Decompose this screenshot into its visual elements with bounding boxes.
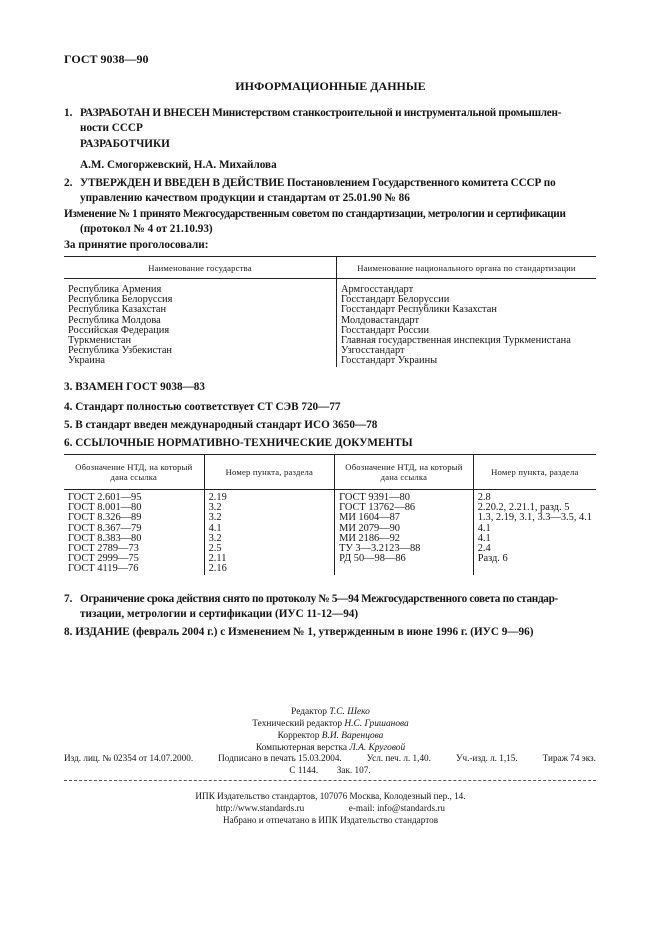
credit-layout-label: Компьютерная верстка [255, 743, 348, 753]
item-7 [64, 592, 604, 622]
license: Изд. лиц. № 02354 от 14.07.2000. [64, 753, 194, 763]
clause-cell: 2.8 [473, 493, 596, 503]
voting-header-state: Наименование государства [64, 257, 337, 279]
references-table [64, 455, 596, 575]
clause-cell: 2.19 [204, 493, 335, 503]
voting-header-body: Наименование национального органа по стандартизации [337, 257, 597, 279]
item-2 [64, 176, 604, 206]
item-1-line2: ности СССР [80, 122, 143, 134]
credit-proof-name: В.И. Варенцова [321, 731, 384, 741]
separator-line [64, 780, 596, 781]
body-cell: Госстандарт Украины [337, 356, 597, 366]
body-cell: Молдовастандарт [337, 316, 597, 326]
state-cell: Туркменистан [68, 335, 132, 347]
order-number: Зак. 107. [336, 765, 371, 775]
clause-cell: 2.5 [204, 544, 335, 554]
footer-contacts [0, 802, 661, 814]
refs-header-ntd-left: Обозначение НТД, на который дана ссылка [64, 455, 204, 490]
ntd-cell: ГОСТ 2999—75 [68, 553, 139, 565]
ntd-cell: ГОСТ 9391—80 [335, 493, 474, 503]
credit-layout-name: Л.А. Круговой [349, 743, 406, 753]
ntd-cell: ГОСТ 2.601—95 [68, 492, 142, 503]
state-cell: Республика Узбекистан [68, 345, 172, 357]
document-code: ГОСТ 9038—90 [64, 52, 149, 66]
order-code: С 1144. [289, 765, 319, 775]
footer-email[interactable]: e-mail: info@standards.ru [348, 803, 446, 813]
item-2-number: 2. [64, 177, 73, 189]
developers-heading: РАЗРАБОТЧИКИ [80, 138, 170, 150]
credits-block [0, 706, 661, 754]
ntd-cell: МИ 2079—90 [335, 524, 474, 534]
ntd-cell: ГОСТ 8.001—80 [68, 502, 142, 514]
credit-editor-name: Т.С. Шеко [329, 707, 370, 717]
ntd-cell [335, 564, 474, 574]
credit-proofreader [0, 730, 661, 742]
table-row [64, 554, 596, 564]
table-row [64, 356, 596, 366]
item-6: 6. ССЫЛОЧНЫЕ НОРМАТИВНО-ТЕХНИЧЕСКИЕ ДОКУМЕНТЫ [64, 437, 413, 449]
ntd-cell: ГОСТ 4119—76 [68, 563, 139, 575]
ntd-cell: ГОСТ 8.383—80 [68, 532, 142, 544]
clause-cell: 1.3, 2.19, 3.1, 3.3—3.5, 4.1 [473, 513, 596, 523]
publisher-sheets: Уч.-изд. л. 1,15. [455, 753, 518, 763]
clause-cell: 2.16 [204, 564, 335, 574]
credit-tech-editor [0, 718, 661, 730]
clause-cell: 4.1 [204, 524, 335, 534]
body-cell: Главная государственная инспекция Туркменистана [337, 336, 597, 346]
body-cell: Госстандарт Белоруссии [337, 295, 597, 305]
footer [0, 790, 661, 826]
body-cell: Госстандарт России [337, 326, 597, 336]
item-7-number: 7. [64, 593, 73, 605]
ntd-cell: МИ 2186—92 [335, 534, 474, 544]
ntd-cell: РД 50—98—86 [335, 554, 474, 564]
amendment-line1: Изменение № 1 принято Межгосударственным советом по стандартизации, метрологии и сертификации [64, 208, 566, 220]
credit-editor [0, 706, 661, 718]
item-7-line2: тизации, метрологии и сертификации (ИУС 11-12—94) [80, 608, 359, 620]
state-cell: Российская Федерация [68, 324, 170, 336]
state-cell: Республика Армения [68, 284, 162, 295]
clause-cell [473, 564, 596, 574]
state-cell: Республика Молдова [68, 314, 161, 326]
developers-names: А.М. Смогоржевский, Н.А. Михайлова [80, 159, 277, 171]
voting-table [64, 257, 596, 367]
clause-cell: 3.2 [204, 513, 335, 523]
footer-url[interactable]: http://www.standards.ru [215, 803, 305, 813]
credit-proof-label: Корректор [277, 731, 320, 741]
credit-tech-label: Технический редактор [252, 719, 343, 729]
clause-cell: 3.2 [204, 534, 335, 544]
table-row [64, 346, 596, 356]
ntd-cell: ТУ 3—3.2123—88 [335, 544, 474, 554]
ntd-cell: ГОСТ 2789—73 [68, 543, 139, 555]
footer-printed-by: Набрано и отпечатано в ИПК Издательство стандартов [222, 815, 439, 825]
item-1-number: 1. [64, 107, 73, 119]
credit-editor-label: Редактор [291, 707, 327, 717]
table-row [64, 524, 596, 534]
credit-tech-name: Н.С. Гришанова [344, 719, 409, 729]
item-1 [64, 106, 604, 136]
table-row [64, 564, 596, 574]
ntd-cell: ГОСТ 8.367—79 [68, 522, 142, 534]
table-row [64, 513, 596, 523]
ntd-cell: ГОСТ 8.326—89 [68, 512, 142, 524]
item-2-line2: управлению качеством продукции и стандартам от 25.01.90 № 86 [80, 192, 410, 204]
item-8: 8. ИЗДАНИЕ (февраль 2004 г.) с Изменением № 1, утвержденным в июне 1996 г. (ИУС 9—96) [64, 626, 534, 638]
ntd-cell: ГОСТ 13762—86 [335, 503, 474, 513]
clause-cell: 4.1 [473, 534, 596, 544]
page-title: ИНФОРМАЦИОННЫЕ ДАННЫЕ [235, 79, 426, 93]
item-7-line1: Ограничение срока действия снято по протоколу № 5—94 Межгосударственного совета по стандар- [80, 593, 558, 605]
refs-header-ntd-right: Обозначение НТД, на который дана ссылка [335, 455, 474, 490]
item-2-line1: УТВЕРЖДЕН И ВВЕДЕН В ДЕЙСТВИЕ Постановлением Государственного комитета СССР по [80, 177, 556, 189]
table-row [64, 544, 596, 554]
publishing-info [64, 752, 596, 776]
clause-cell: 4.1 [473, 524, 596, 534]
body-cell: Узгосстандарт [337, 346, 597, 356]
clause-cell: Разд. 6 [473, 554, 596, 564]
print-run: Тираж 74 экз. [542, 753, 596, 763]
footer-publisher-address: ИПК Издательство стандартов, 107076 Москва, Колодезный пер., 14. [195, 791, 466, 801]
item-4: 4. Стандарт полностью соответствует СТ СЭВ 720—77 [64, 401, 341, 413]
body-cell: Госстандарт Республики Казахстан [337, 305, 597, 315]
ntd-cell: МИ 1604—87 [335, 513, 474, 523]
print-sheets: Усл. печ. л. 1,40. [366, 753, 431, 763]
table-row [64, 534, 596, 544]
body-cell: Армгосстандарт [337, 285, 597, 295]
clause-cell: 2.11 [204, 554, 335, 564]
amendment-note [64, 207, 604, 237]
item-1-line1: РАЗРАБОТАН И ВНЕСЕН Министерством станкостроительной и инструментальной промышлен- [80, 107, 562, 119]
item-3: 3. ВЗАМЕН ГОСТ 9038—83 [64, 381, 205, 393]
voted-heading: За принятие проголосовали: [64, 239, 209, 251]
state-cell: Республика Казахстан [68, 304, 167, 316]
refs-header-clause-right: Номер пункта, раздела [473, 455, 596, 490]
item-5: 5. В стандарт введен международный стандарт ИСО 3650—78 [64, 419, 378, 431]
clause-cell: 2.20.2, 2.21.1, разд. 5 [473, 503, 596, 513]
signed-date: Подписано в печать 15.03.2004. [218, 753, 342, 763]
amendment-line2: (протокол № 4 от 21.10.93) [80, 223, 213, 235]
state-cell: Украина [68, 355, 106, 367]
clause-cell: 2.4 [473, 544, 596, 554]
refs-header-clause-left: Номер пункта, раздела [204, 455, 335, 490]
clause-cell: 3.2 [204, 503, 335, 513]
state-cell: Республика Белоруссия [68, 294, 173, 306]
